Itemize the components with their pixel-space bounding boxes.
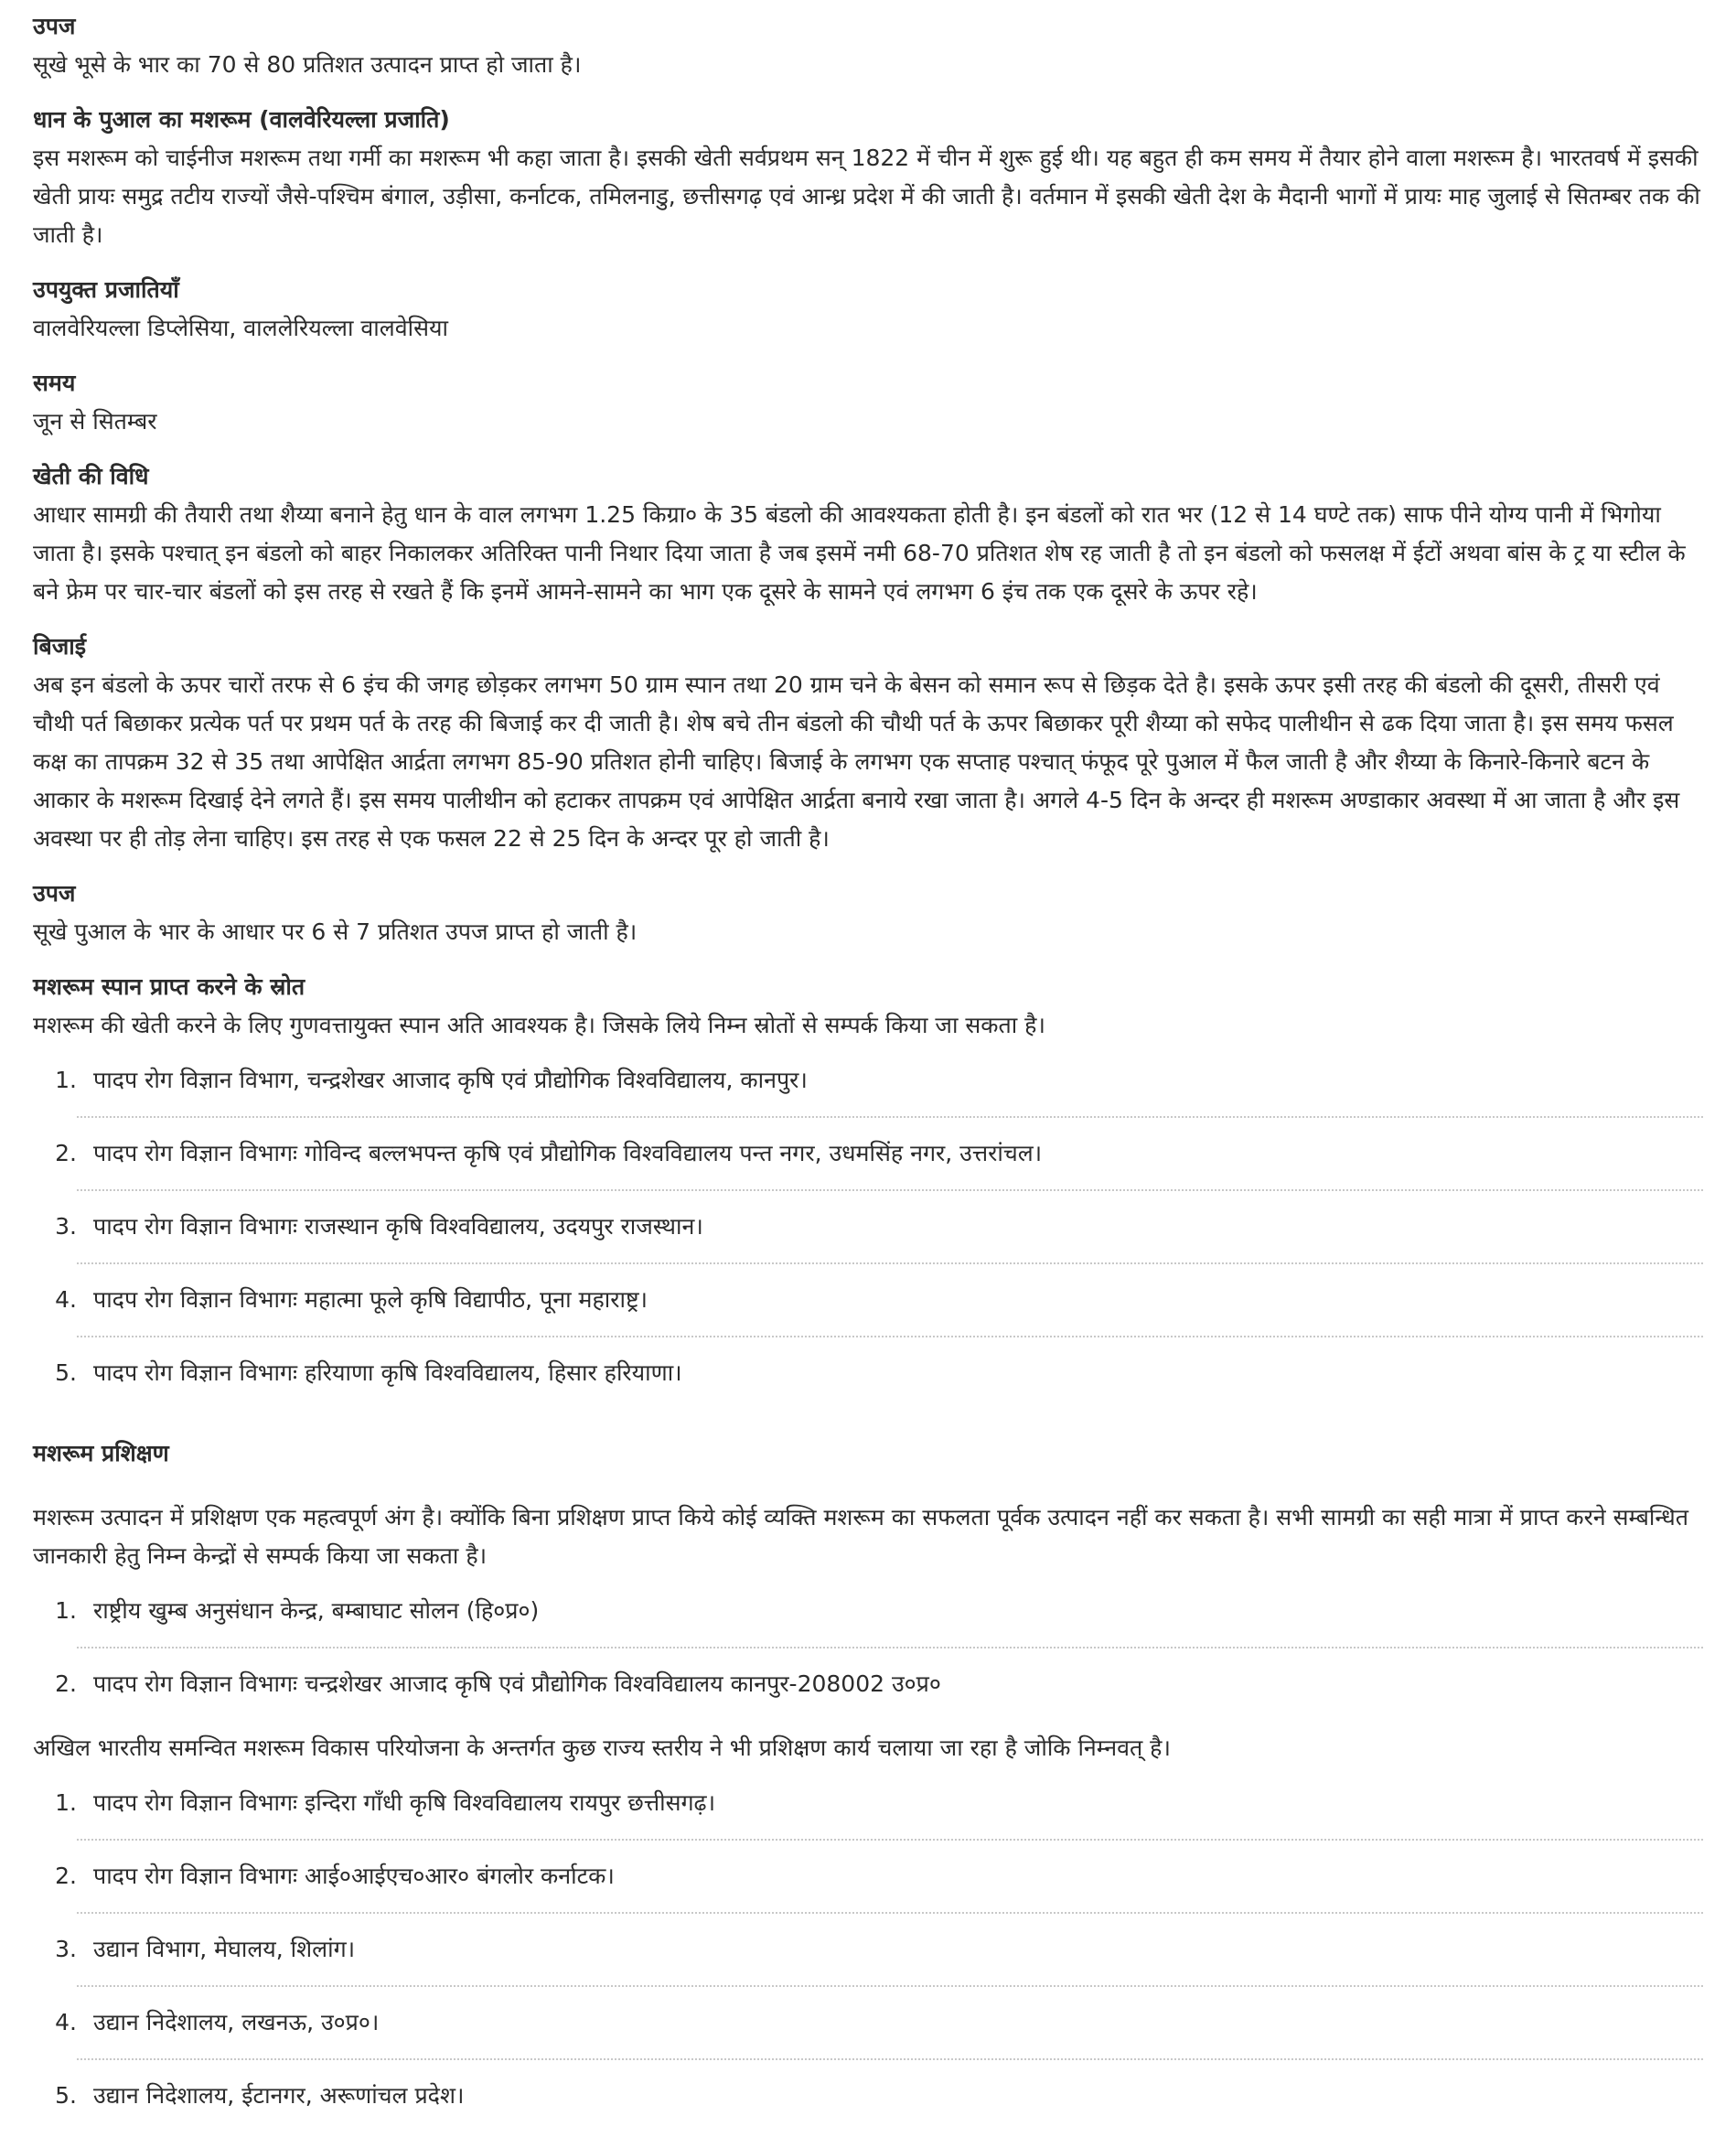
list-item-number: 5.	[55, 2082, 77, 2109]
list-item-text: पादप रोग विज्ञान विभागः गोविन्द बल्लभपन्त कृषि एवं प्रौद्योगिक विश्वविद्यालय पन्त नगर, उधमसिंह नगर, उत्तरांचल।	[93, 1140, 1043, 1166]
list-item	[55, 1575, 1703, 1648]
list-item	[55, 1337, 1703, 1409]
section-text: वालवेरियल्ला डिप्लेसिया, वाललेरियल्ला वालवेसिया	[33, 315, 448, 341]
section-spawn-sources	[33, 968, 1703, 1045]
section-heading: बिजाई	[33, 633, 87, 660]
list-item-text: पादप रोग विज्ञान विभागः राजस्थान कृषि विश्वविद्यालय, उदयपुर राजस्थान।	[93, 1213, 703, 1240]
list-item-text: पादप रोग विज्ञान विभाग, चन्द्रशेखर आजाद कृषि एवं प्रौद्योगिक विश्वविद्यालय, कानपुर।	[93, 1067, 808, 1093]
section-text: सूखे भूसे के भार का 70 से 80 प्रतिशत उत्पादन प्राप्त हो जाता है।	[33, 51, 582, 78]
list-item-number: 2.	[55, 1670, 77, 1697]
list-item	[55, 1841, 1703, 1914]
section-suitable-species	[33, 271, 1703, 348]
list-item	[55, 1914, 1703, 1987]
section-text: इस मशरूम को चाईनीज मशरूम तथा गर्मी का मशरूम भी कहा जाता है। इसकी खेती सर्वप्रथम सन् 1822 में चीन में शुरू हुई थी। यह बहुत ही कम समय में तैयार होने वाला मशरूम है। भारतवर्ष में इसकी खेती प्रायः समुद्र तटीय राज्यों जैसे-पश्चिम बंगाल, उड़ीसा, कर्नाटक, तमिलनाडु, छत्तीसगढ़ एवं आन्ध्र प्रदेश में की जाती है। वर्तमान में इसकी खेती देश के मैदानी भागों में प्रायः माह जुलाई से सितम्बर तक की जाती है।	[33, 145, 1700, 248]
section-yield-1	[33, 7, 1703, 84]
state-training-centers-list	[33, 1767, 1703, 2132]
list-item-number: 5.	[55, 1359, 77, 1386]
section-sowing	[33, 628, 1703, 858]
list-item-text: उद्यान निदेशालय, लखनऊ, उ०प्र०।	[93, 2009, 380, 2035]
section-heading: उपयुक्त प्रजातियाँ	[33, 276, 179, 303]
section-time	[33, 364, 1703, 441]
list-item	[55, 2060, 1703, 2132]
list-item-text: पादप रोग विज्ञान विभागः हरियाणा कृषि विश्वविद्यालय, हिसार हरियाणा।	[93, 1359, 682, 1386]
state-training-intro: अखिल भारतीय समन्वित मशरूम विकास परियोजना के अन्तर्गत कुछ राज्य स्तरीय ने भी प्रशिक्षण कार्य चलाया जा रहा है जोकि निम्नवत् है।	[33, 1734, 1171, 1761]
list-item-text: राष्ट्रीय खुम्ब अनुसंधान केन्द्र, बम्बाघाट सोलन (हि०प्र०)	[93, 1597, 540, 1624]
list-item	[55, 1648, 1703, 1720]
section-text: जून से सितम्बर	[33, 408, 157, 435]
section-heading: उपज	[33, 13, 76, 39]
section-heading: मशरूम स्पान प्राप्त करने के स्रोत	[33, 973, 305, 1000]
list-item	[55, 1264, 1703, 1337]
list-item-number: 1.	[55, 1067, 77, 1093]
training-heading: मशरूम प्रशिक्षण	[33, 1440, 169, 1466]
section-text: मशरूम की खेती करने के लिए गुणवत्तायुक्त स्पान अति आवश्यक है। जिसके लिये निम्न स्रोतों से सम्पर्क किया जा सकता है।	[33, 1012, 1045, 1038]
list-item-text: पादप रोग विज्ञान विभागः महात्मा फूले कृषि विद्यापीठ, पूना महाराष्ट्र।	[93, 1286, 648, 1313]
section-heading: धान के पुआल का मशरूम (वालवेरियल्ला प्रजाति)	[33, 106, 450, 133]
section-text: आधार सामग्री की तैयारी तथा शैय्या बनाने हेतु धान के वाल लगभग 1.25 किग्रा० के 35 बंडलो की आवश्यकता होती है। इन बंडलों को रात भर (12 से 14 घण्टे तक) साफ पीने योग्य पानी में भिगोया जाता है। इसके पश्चात् इन बंडलो को बाहर निकालकर अतिरिक्त पानी निथार दिया जाता है जब इसमें नमी 68-70 प्रतिशत शेष रह जाती है तो इन बंडलो को फसलक्ष में ईटों अथवा बांस के ट्र या स्टील के बने फ्रेम पर चार-चार बंडलों को इस तरह से रखते हैं कि इनमें आमने-सामने का भाग एक दूसरे के सामने एवं लगभग 6 इंच तक एक दूसरे के ऊपर रहे।	[33, 501, 1686, 605]
list-item	[55, 1767, 1703, 1841]
list-item	[55, 1987, 1703, 2060]
list-item-text: पादप रोग विज्ञान विभागः इन्दिरा गाँधी कृषि विश्वविद्यालय रायपुर छत्तीसगढ़।	[93, 1789, 716, 1816]
list-item	[55, 1191, 1703, 1264]
section-heading: समय	[33, 370, 76, 396]
list-item-number: 1.	[55, 1597, 77, 1624]
section-text: अब इन बंडलो के ऊपर चारों तरफ से 6 इंच की जगह छोड़कर लगभग 50 ग्राम स्पान तथा 20 ग्राम चने के बेसन को समान रूप से छिड़क देते है। इसके ऊपर इसी तरह की बंडलो की दूसरी, तीसरी एवं चौथी पर्त बिछाकर प्रत्येक पर्त पर प्रथम पर्त के तरह की बिजाई कर दी जाती है। शेष बचे तीन बंडलो की चौथी पर्त के ऊपर बिछाकर पूरी शैय्या को सफेद पालीथीन से ढक दिया जाता है। इस समय फसल कक्ष का तापक्रम 32 से 35 तथा आपेक्षित आर्द्रता लगभग 85-90 प्रतिशत होनी चाहिए। बिजाई के लगभग एक सप्ताह पश्चात् फंफूद पूरे पुआल में फैल जाती है और शैय्या के किनारे-किनारे बटन के आकार के मशरूम दिखाई देने लगते हैं। इस समय पालीथीन को हटाकर तापक्रम एवं आपेक्षित आर्द्रता बनाये रखा जाता है। अगले 4-5 दिन के अन्दर ही मशरूम अण्डाकार अवस्था में आ जाता है और इस अवस्था पर ही तोड़ लेना चाहिए। इस तरह से एक फसल 22 से 25 दिन के अन्दर पूर हो जाती है।	[33, 671, 1680, 852]
list-item-number: 3.	[55, 1213, 77, 1240]
list-item-text: उद्यान विभाग, मेघालय, शिलांग।	[93, 1936, 356, 1962]
section-heading: खेती की विधि	[33, 463, 149, 489]
section-heading: उपज	[33, 880, 76, 907]
list-item-number: 4.	[55, 1286, 77, 1313]
list-item-text: पादप रोग विज्ञान विभागः चन्द्रशेखर आजाद कृषि एवं प्रौद्योगिक विश्वविद्यालय कानपुर-208002 उ०प्र०	[93, 1670, 941, 1697]
list-item	[55, 1118, 1703, 1191]
section-cultivation-method	[33, 457, 1703, 611]
list-item-number: 1.	[55, 1789, 77, 1816]
training-intro: मशरूम उत्पादन में प्रशिक्षण एक महत्वपूर्ण अंग है। क्योंकि बिना प्रशिक्षण प्राप्त किये कोई व्यक्ति मशरूम का सफलता पूर्वक उत्पादन नहीं कर सकता है। सभी सामग्री का सही मात्रा में प्राप्त करने सम्बन्धित जानकारी हेतु निम्न केन्द्रों से सम्पर्क किया जा सकता है।	[33, 1504, 1688, 1569]
spawn-sources-list	[33, 1045, 1703, 1409]
section-text: सूखे पुआल के भार के आधार पर 6 से 7 प्रतिशत उपज प्राप्त हो जाती है।	[33, 918, 638, 945]
list-item-text: पादप रोग विज्ञान विभागः आई०आईएच०आर० बंगलोर कर्नाटक।	[93, 1863, 615, 1889]
list-item	[55, 1045, 1703, 1118]
section-yield-2	[33, 875, 1703, 951]
training-centers-list	[33, 1575, 1703, 1720]
list-item-number: 3.	[55, 1936, 77, 1962]
list-item-number: 4.	[55, 2009, 77, 2035]
list-item-text: उद्यान निदेशालय, ईटानगर, अरूणांचल प्रदेश।	[93, 2082, 465, 2109]
list-item-number: 2.	[55, 1863, 77, 1889]
list-item-number: 2.	[55, 1140, 77, 1166]
section-paddy-straw-mushroom	[33, 101, 1703, 254]
